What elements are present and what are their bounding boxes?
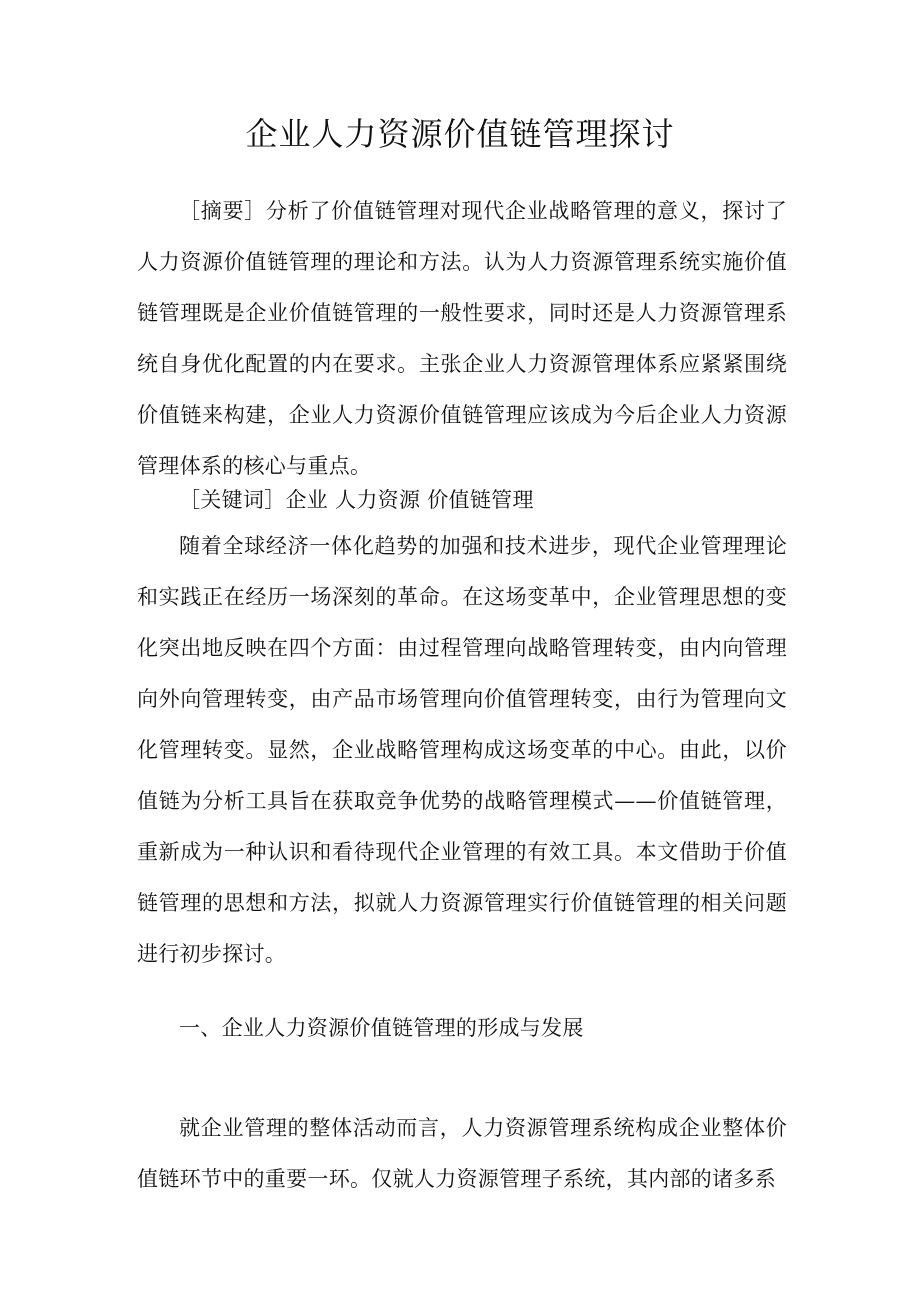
section-body-paragraph: 就企业管理的整体活动而言，人力资源管理系统构成企业整体价值链环节中的重要一环。仅就人力资源管理子系统，其内部的诸多系	[137, 1116, 787, 1191]
keywords-paragraph: ［关键词］企业 人力资源 价值链管理	[179, 488, 534, 512]
section-heading: 一、企业人力资源价值链管理的形成与发展	[179, 1016, 584, 1040]
intro-paragraph: 随着全球经济一体化趋势的加强和技术进步，现代企业管理理论和实践正在经历一场深刻的革命。在这场变革中，企业管理思想的变化突出地反映在四个方面：由过程管理向战略管理转变，由内向管理向外向管理转变，由产品市场管理向价值管理转变，由行为管理向文化管理转变。显然，企业战略管理构成这场变革的中心。由此，以价值链为分析工具旨在获取竞争优势的战略管理模式——价值链管理，重新成为一种认识和看待现代企业管理的有效工具。本文借助于价值链管理的思想和方法，拟就人力资源管理实行价值链管理的相关问题进行初步探讨。	[137, 534, 787, 966]
document-title: 企业人力资源价值链管理探讨	[245, 115, 675, 153]
abstract-paragraph: ［摘要］分析了价值链管理对现代企业战略管理的意义，探讨了人力资源价值链管理的理论和方法。认为人力资源管理系统实施价值链管理既是企业价值链管理的一般性要求，同时还是人力资源管理系统自身优化配置的内在要求。主张企业人力资源管理体系应紧紧围绕价值链来构建，企业人力资源价值链管理应该成为今后企业人力资源管理体系的核心与重点。	[137, 199, 787, 478]
